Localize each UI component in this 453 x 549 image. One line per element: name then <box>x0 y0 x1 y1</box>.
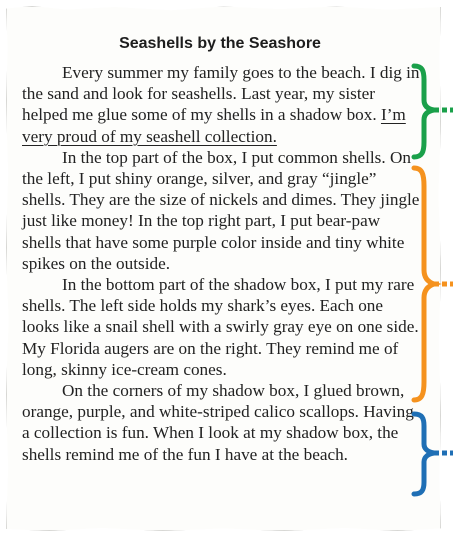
topic-sentence: I’m very proud of my seashell collection. <box>22 105 406 146</box>
paragraph-conclusion: On the corners of my shadow box, I glued brown, orange, purple, and white-striped calico scallops. Having a collection is fun. When I look at my shadow box, the shells remind me of the fun I have at the beach. <box>22 381 414 464</box>
introduction-bracket-shape <box>414 66 434 157</box>
body-bracket-shape <box>414 168 434 400</box>
paragraph-body-2: In the bottom part of the shadow box, I put my rare shells. The left side holds my shark’s eyes. Each one looks like a snail shell with a swirly gray eye on one side. My Florida augers are on the right. They remind me of long, skinny ice-cream cones. <box>22 275 419 379</box>
paragraph-body-1: In the top part of the box, I put common shells. On the left, I put shiny orange, silver, and gray “jingle” shells. They are the size of nickels and dimes. They jingle just like money! In the top right part, I put bear-paw shells that have some purple color inside and tiny white spikes on the outside. <box>22 147 420 273</box>
conclusion-bracket-shape <box>414 414 434 494</box>
intro-text: Every summer my family goes to the beach. I dig in the sand and look for seashells. Last year, my sister helped me glue some of my shells in a shadow box. <box>22 63 420 125</box>
essay-title: Seashells by the Seashore <box>119 35 321 52</box>
introduction-bracket <box>410 62 453 162</box>
paragraph-intro <box>22 62 420 147</box>
conclusion-bracket <box>410 410 453 498</box>
body-bracket <box>410 164 453 404</box>
essay-body <box>22 62 420 465</box>
